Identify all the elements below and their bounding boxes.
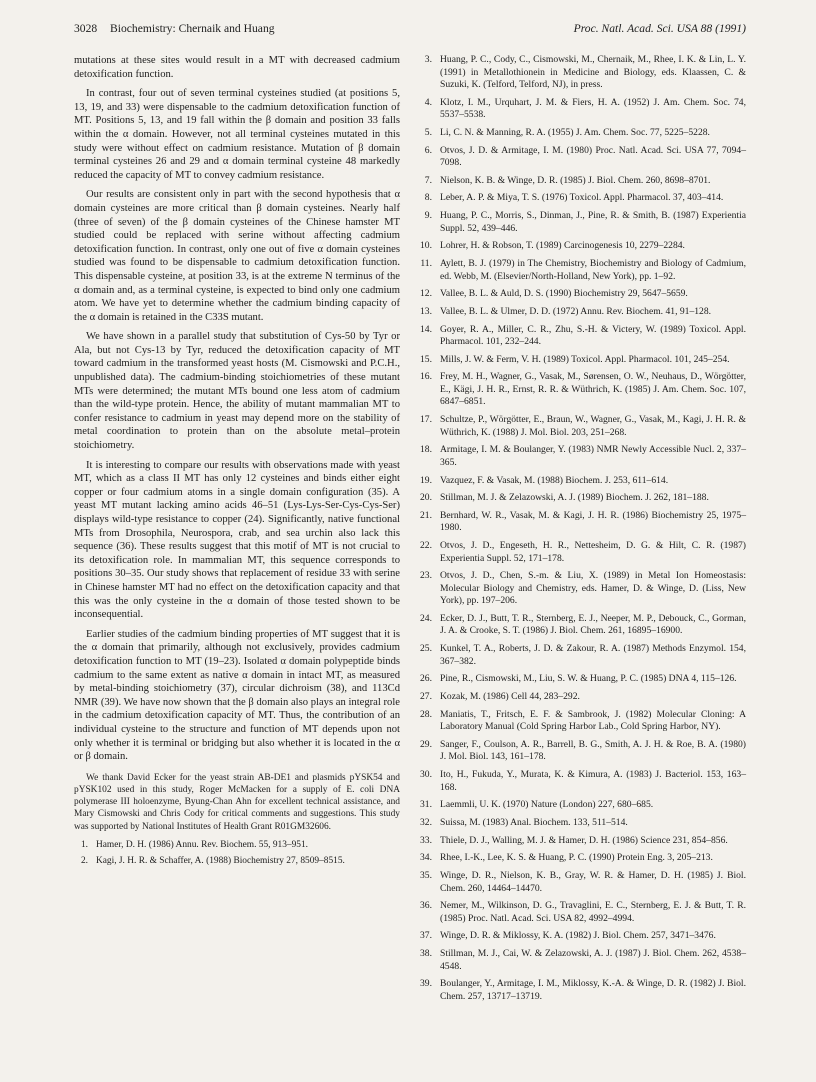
reference-item [418, 691, 746, 704]
running-header [74, 22, 746, 42]
reference-item [418, 192, 746, 205]
reference-text: Goyer, R. A., Miller, C. R., Zhu, S.-H. & Victery, W. (1989) Toxicol. Appl. Pharmacol. 101, 232–244. [440, 323, 746, 348]
reference-number: 11. [420, 258, 432, 269]
reference-item [418, 475, 746, 488]
reference-text: Sanger, F., Coulson, A. R., Barrell, B. G., Smith, A. J. H. & Roe, B. A. (1980) J. Mol. Biol. 143, 161–178. [440, 738, 746, 763]
reference-item [418, 324, 746, 349]
body-paragraph: mutations at these sites would result in a MT with decreased cadmium detoxification function. [74, 55, 400, 80]
reference-number: 23. [420, 570, 432, 582]
right-column [418, 54, 746, 1008]
reference-item [418, 948, 746, 973]
reference-number: 21. [420, 509, 432, 521]
body-paragraph: Earlier studies of the cadmium binding properties of MT suggest that it is the α domain that primarily, although not exclusively, provides cadmium detoxification function to MT (19–23). Isolated α domain polypeptide binds cadmium to the same extent as native α domain in intact MT, as measured by metal-binding stoichiometry (37), circular dichroism (38), and 113Cd NMR (39). We have now shown that the β domain also plays an integral role in the cadmium detoxification capacity of MT. Thus, the contribution of an individual cysteine to the structure and function of MT depends upon not only whether it is terminal or bridging but also whether it is located in the α or β domain. [74, 628, 400, 763]
reference-number: 24. [420, 612, 432, 624]
reference-text: Maniatis, T., Fritsch, E. F. & Sambrook, J. (1982) Molecular Cloning: A Laboratory Manual (Cold Spring Harbor Lab., Cold Spring Harbor, NY). [440, 708, 746, 733]
reference-text: Hamer, D. H. (1986) Annu. Rev. Biochem. 55, 913–951. [96, 839, 309, 850]
reference-number: 2. [80, 855, 88, 866]
reference-item [418, 492, 746, 505]
body-paragraph: It is interesting to compare our results with observations made with yeast MT, which as a class II MT has only 12 cysteines and binds either eight copper or four cadmium atoms in a single domain configuration (35). A yeast MT mutant lacking amino acids 46–51 (Lys-Lys-Ser-Cys-Cys-Ser) displays wild-type resistance to copper (24). Significantly, native functional MTs from Drosophila, Neurospora, crab, and sea urchin also lack this sequence (36). These results suggest that this motif of MT is not crucial to its detoxification role. In mammalian MT, this sequence corresponds to positions 30–35. Our study shows that replacement of residue 33 with serine in Chinese hamster MT had no effect on the detoxification capacity and that this was the only cysteine in the α domain of those tested shown to be inconsequential. [74, 459, 400, 621]
reference-number: 8. [424, 192, 432, 204]
reference-item [418, 799, 746, 812]
reference-list-left [74, 839, 400, 867]
reference-number: 27. [420, 691, 432, 702]
reference-text: Rhee, I.-K., Lee, K. S. & Huang, P. C. (1990) Protein Eng. 3, 205–213. [440, 852, 713, 864]
reference-text: Lohrer, H. & Robson, T. (1989) Carcinogenesis 10, 2279–2284. [440, 240, 685, 252]
reference-item [418, 835, 746, 848]
reference-text: Huang, P. C., Cody, C., Cismowski, M., Chernaik, M., Rhee, I. K. & Lin, L. Y. (1991) in Metallothionein in Medicine and Biology, eds. Klaassen, C. & Suzuki, K. (Telford, Telford, NJ), in press. [440, 54, 746, 90]
reference-number: 12. [420, 288, 432, 300]
journal-citation: Proc. Natl. Acad. Sci. USA 88 (1991) [573, 22, 746, 35]
reference-text: Pine, R., Cismowski, M., Liu, S. W. & Huang, P. C. (1985) DNA 4, 115–126. [440, 673, 737, 685]
reference-text: Otvos, J. D., Engeseth, H. R., Nettesheim, D. G. & Hilt, C. R. (1987) Experientia Suppl. 52, 171–178. [440, 540, 746, 564]
reference-number: 36. [420, 900, 432, 912]
reference-item [418, 978, 746, 1003]
reference-text: Klotz, I. M., Urquhart, J. M. & Fiers, H. A. (1952) J. Am. Chem. Soc. 74, 5537–5538. [440, 96, 746, 121]
reference-text: Armitage, I. M. & Boulanger, Y. (1983) NMR Newly Accessible Nucl. 2, 337–365. [440, 444, 746, 468]
reference-item [418, 210, 746, 235]
reference-item [418, 240, 746, 253]
reference-item [418, 739, 746, 764]
reference-number: 9. [424, 210, 432, 222]
reference-item [418, 930, 746, 943]
reference-item [418, 673, 746, 686]
reference-text: Otvos, J. D., Chen, S.-m. & Liu, X. (1989) in Metal Ion Homeostasis: Molecular Biology and Chemistry, eds. Hamer, D. & Winge, D. (Liss, New York), pp. 197–206. [440, 570, 746, 607]
reference-text: Schultze, P., Wörgötter, E., Braun, W., Wagner, G., Vasak, M., Kagi, J. H. R. & Wüthrich, K. (1988) J. Mol. Biol. 203, 251–268. [440, 414, 746, 438]
reference-text: Suissa, M. (1983) Anal. Biochem. 133, 511–514. [440, 816, 628, 828]
reference-number: 37. [420, 930, 432, 942]
reference-item [418, 175, 746, 188]
reference-number: 4. [424, 96, 432, 108]
reference-text: Ito, H., Fukuda, Y., Murata, K. & Kimura, A. (1983) J. Bacteriol. 153, 163–168. [440, 769, 746, 793]
reference-item [418, 444, 746, 469]
reference-item [418, 371, 746, 409]
reference-item [418, 900, 746, 925]
reference-number: 38. [420, 948, 432, 960]
reference-text: Kagi, J. H. R. & Schaffer, A. (1988) Biochemistry 27, 8509–8515. [96, 855, 345, 866]
reference-text: Vallee, B. L. & Ulmer, D. D. (1972) Annu. Rev. Biochem. 41, 91–128. [440, 305, 712, 317]
reference-item [418, 354, 746, 367]
reference-item [418, 709, 746, 734]
reference-number: 39. [420, 978, 432, 990]
reference-text: Otvos, J. D. & Armitage, I. M. (1980) Proc. Natl. Acad. Sci. USA 77, 7094–7098. [440, 144, 746, 169]
reference-number: 29. [420, 738, 432, 750]
reference-text: Laemmli, U. K. (1970) Nature (London) 227, 680–685. [440, 799, 654, 811]
reference-item [418, 127, 746, 140]
reference-item [418, 613, 746, 638]
reference-text: Vazquez, F. & Vasak, M. (1988) Biochem. J. 253, 611–614. [440, 474, 669, 486]
reference-number: 5. [424, 126, 432, 138]
reference-text: Huang, P. C., Morris, S., Dinman, J., Pine, R. & Smith, B. (1987) Experientia Suppl. 52, 439–446. [440, 210, 746, 234]
reference-item [418, 258, 746, 283]
reference-number: 10. [420, 240, 432, 252]
running-title: Biochemistry: Chernaik and Huang [110, 22, 275, 35]
reference-item [418, 414, 746, 439]
reference-number: 34. [420, 852, 432, 864]
body-paragraph: Our results are consistent only in part with the second hypothesis that α domain cysteines are more critical than β domain cysteines. Nearly half (three of seven) of the β domain cysteines of the Chinese hamster MT studied could be replaced with serine without affecting cadmium detoxification function. In contrast, only one out of five α domain cysteines studied was found to be dispensable to cadmium detoxification function. This dispensable cysteine, at position 33, is at the extreme N terminus of the α domain and, as a terminal cysteine, is expected to bind only one cadmium atom. We have yet to determine whether the cadmium binding capacity of the α domain is retained in the C33S mutant. [74, 189, 400, 323]
reference-number: 33. [420, 834, 432, 846]
reference-text: Kozak, M. (1986) Cell 44, 283–292. [440, 691, 580, 702]
reference-number: 35. [420, 870, 432, 881]
reference-text: Mills, J. W. & Ferm, V. H. (1989) Toxicol. Appl. Pharmacol. 101, 245–254. [440, 353, 730, 365]
reference-number: 13. [420, 305, 432, 317]
reference-item [418, 852, 746, 865]
page-number: 3028 [74, 22, 98, 35]
reference-item [418, 145, 746, 170]
reference-text: Stillman, M. J., Cai, W. & Zelazowski, A. J. (1987) J. Biol. Chem. 262, 4538–4548. [440, 948, 746, 972]
reference-item [418, 570, 746, 608]
reference-text: Aylett, B. J. (1979) in The Chemistry, Biochemistry and Biology of Cadmium, ed. Webb, M. (Elsevier/North-Holland, New York), pp. 1–92. [440, 258, 746, 282]
reference-number: 20. [420, 492, 432, 504]
reference-text: Kunkel, T. A., Roberts, J. D. & Zakour, R. A. (1987) Methods Enzymol. 154, 367–382. [440, 643, 746, 667]
reference-item [418, 510, 746, 535]
reference-text: Stillman, M. J. & Zelazowski, A. J. (1989) Biochem. J. 262, 181–188. [440, 492, 709, 504]
reference-number: 14. [420, 323, 432, 335]
reference-item [418, 817, 746, 830]
reference-number: 7. [424, 174, 432, 186]
reference-number: 1. [80, 839, 88, 850]
reference-number: 3. [424, 54, 432, 65]
reference-text: Nielson, K. B. & Winge, D. R. (1985) J. Biol. Chem. 260, 8698–8701. [440, 174, 711, 186]
reference-number: 6. [424, 144, 432, 156]
reference-text: Winge, D. R., Nielson, K. B., Gray, W. R. & Hamer, D. H. (1985) J. Biol. Chem. 260, 14464–14470. [440, 870, 746, 894]
reference-item [418, 306, 746, 319]
reference-number: 18. [420, 444, 432, 456]
reference-number: 19. [420, 474, 432, 486]
reference-item [418, 97, 746, 122]
reference-number: 26. [420, 673, 432, 685]
reference-text: Thiele, D. J., Walling, M. J. & Hamer, D. H. (1986) Science 231, 854–856. [440, 834, 728, 846]
reference-item [418, 54, 746, 92]
reference-text: Leber, A. P. & Miya, T. S. (1976) Toxicol. Appl. Pharmacol. 37, 403–414. [440, 192, 724, 204]
reference-item [418, 769, 746, 794]
reference-list-right [418, 54, 746, 1003]
reference-item [418, 288, 746, 301]
reference-item [418, 870, 746, 895]
reference-text: Frey, M. H., Wagner, G., Vasak, M., Sørensen, O. W., Neuhaus, D., Wörgötter, E., Kägi, J. H. R., Ernst, R. R. & Wüthrich, K. (1985) J. Am. Chem. Soc. 107, 6847–6851. [440, 371, 746, 408]
reference-number: 22. [420, 540, 432, 552]
reference-number: 15. [420, 353, 432, 365]
reference-text: Boulanger, Y., Armitage, I. M., Miklossy, K.-A. & Winge, D. R. (1982) J. Biol. Chem. 257, 13717–13719. [440, 978, 746, 1002]
acknowledgment: We thank David Ecker for the yeast strain AB-DE1 and plasmids pYSK54 and pYSK102 used in this study, Roger McMacken for a supply of E. coli DNA polymerase III holoenzyme, Byung-Chan Ahn for excellent technical assistance, and Mary Cismowski and Chris Cody for critical comments and suggestions. This study was supported by National Institutes of Health Grant R01GM32606. [74, 772, 400, 832]
reference-number: 16. [420, 371, 432, 383]
reference-text: Li, C. N. & Manning, R. A. (1955) J. Am. Chem. Soc. 77, 5225–5228. [440, 126, 710, 138]
reference-text: Bernhard, W. R., Vasak, M. & Kagi, J. H. R. (1986) Biochemistry 25, 1975–1980. [440, 509, 746, 534]
reference-item [74, 855, 400, 867]
reference-item [74, 839, 400, 851]
reference-number: 25. [420, 643, 432, 655]
reference-text: Ecker, D. J., Butt, T. R., Sternberg, E. J., Neeper, M. P., Debouck, C., Gorman, J. A. & Crooke, S. T. (1986) J. Biol. Chem. 261, 16895–16900. [440, 612, 746, 637]
body-paragraph: In contrast, four out of seven terminal cysteines studied (at positions 5, 13, 19, and 33) were dispensable to the cadmium detoxification function of MT. Positions 5, 13, and 19 fall within the β domain and position 33 falls within the α domain. However, not all terminal cysteines mutated in this study were without effect on cadmium resistance. Mutation of β domain terminal cysteines 26 and 29 and α domain terminal cysteine 48 markedly reduced the capacity of MT to convey cadmium resistance. [74, 88, 400, 181]
reference-number: 28. [420, 708, 432, 720]
reference-item [418, 540, 746, 565]
reference-number: 17. [420, 414, 432, 426]
reference-item [418, 643, 746, 668]
body-paragraph: We have shown in a parallel study that substitution of Cys-50 by Tyr or Ala, but not Cys-13 by Tyr, reduced the detoxification capacity of MT toward cadmium in the transformed yeast hosts (M. Cismowski and P.C.H., unpublished data). The cadmium-binding stoichiometries of these mutant MTs were determined; the mutant MTs bound one less atom of cadmium than the wild-type protein. Hence, the ability of mutant mammalian MT to confer resistance to cadmium in yeast may depend more on the stability of metal coordination to protein than on the absolute metal–protein stoichiometry. [74, 331, 400, 452]
reference-text: Winge, D. R. & Miklossy, K. A. (1982) J. Biol. Chem. 257, 3471–3476. [440, 930, 716, 942]
reference-number: 32. [420, 816, 432, 828]
reference-text: Nemer, M., Wilkinson, D. G., Travaglini, E. C., Sternberg, E. J. & Butt, T. R. (1985) Proc. Natl. Acad. Sci. USA 82, 4992–4994. [440, 900, 746, 924]
reference-number: 30. [420, 769, 432, 781]
reference-number: 31. [420, 799, 432, 811]
left-column [74, 54, 400, 871]
reference-text: Vallee, B. L. & Auld, D. S. (1990) Biochemistry 29, 5647–5659. [440, 288, 688, 300]
